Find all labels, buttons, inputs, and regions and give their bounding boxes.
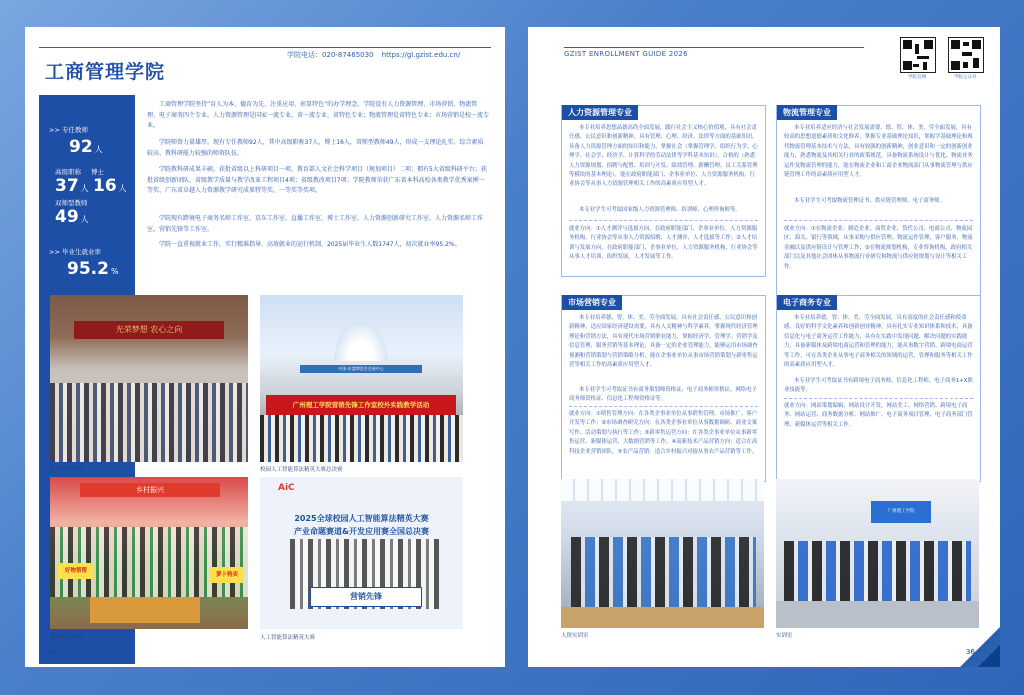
major-jobs-logistics: 就业方向：①在物流企业、制造企业、商贸企业、货代公司、电商公司、物流园区、海关、银行等领域，从事采购与供应管理、物流运作管理、客户服务、物流金融以及供应链设计与管理工作；②在物流规划机构，专业咨询机构，政府相关部门以及其他社会团体从事物流行业研究和物流与供应链规划与设计等相关工作。 xyxy=(784,226,973,270)
major-name-hr: 人力资源管理专业 xyxy=(562,105,638,120)
major-desc-hr: 本专业培养思想品德高尚全面发展，践行社会主义核心价值观，具有社会责任感、公民意识和创新精神，具有管理、心理、经济、法律等方面的基础知识，具备人力资源管理方面的知识和能力，掌握社会（掌握管理学、组织行为学、心理学、社会学、经济学、计算科学的劳动法律等学科基本知识），合格的（熟悉人力资源规划、招聘与配置、培训与开发、绩效管理、薪酬管理、员工关系管理等模块的基本理论），能在政府职能部门、企事业单位、人力资源服务机构，行业协会等从事人力资源管理相关工作的高素质应用型人才。 xyxy=(569,125,758,188)
major-jobs-ecommerce: 就业方向：网站策划编辑、网站设计开发、网站美工、网络营销、跨境电子商务、网站运营、商务数据分析、网站推广、电子商务项目管理、电子商务部门管理、新媒体运营等相关工作。 xyxy=(784,403,973,428)
stat-phd: 16 人 xyxy=(93,176,127,196)
photo-training-room xyxy=(776,479,979,628)
stat-employment: 95.2 % xyxy=(67,259,119,279)
right-page xyxy=(528,27,1000,667)
page-title: 工商管理学院 xyxy=(45,61,166,83)
stat-senior: 37 人 xyxy=(55,176,89,196)
stat-dual: 49 人 xyxy=(55,207,89,227)
contact-info xyxy=(287,50,460,60)
contest-logo: AiC xyxy=(278,483,295,493)
contact-phone: 学院电话：020-87465030 xyxy=(287,51,374,59)
stat-teachers: 92 人 xyxy=(69,137,103,157)
major-card-hr xyxy=(561,105,766,277)
stats-panel-top xyxy=(39,95,135,281)
photo-caption-2: 校园人工智能算法精英大赛总决赛 xyxy=(260,467,343,473)
photo-sign: 光荣梦想 农心之向 xyxy=(74,321,224,339)
page-number-right: 36 xyxy=(966,648,975,656)
photo-venue xyxy=(260,295,463,462)
photo-banner-red: 广州理工学院营销先锋工作室校外实践教学活动 xyxy=(266,395,456,415)
team-banner: 营销先锋 xyxy=(310,587,422,607)
intro-paragraph-1: 工商管理学院坚持“育人为本、德育为先、注重应用、彰显特色”的办学理念。学院设有人力资源管理、市场营销、物流管理、电子商务四个专业。人力资源管理是国家一流专业，省一流专业，省特色专业；物流管理是省特色专业；市场营销是校一流专业。 xyxy=(147,101,490,129)
qr-label-wechat: 学院公众号 xyxy=(954,75,977,80)
contest-title-line2: 产业命题赛道&开发应用赛全国总决赛 xyxy=(294,527,429,536)
major-name-marketing: 市场营销专业 xyxy=(562,295,622,310)
stat-label-teachers: >> 专任教师 xyxy=(49,126,88,134)
photo-summer-practice xyxy=(50,477,248,629)
major-cert-ecommerce: 本专业学生可考取证书有跨境电子商务师、信息化工程师、电子商务1+X职业技能等。 xyxy=(784,378,973,394)
major-card-ecommerce xyxy=(776,295,981,482)
practice-banner: 乡村振兴 xyxy=(80,483,220,497)
photo-hr-lab xyxy=(561,479,764,628)
major-card-marketing xyxy=(561,295,766,482)
left-page xyxy=(25,27,505,667)
qr-label-website: 学院官网 xyxy=(908,75,926,80)
major-desc-marketing: 本专业培养德、智、体、美、劳全面发展，具有社会责任感、公民意识和创新精神，适应国家经济建设需要，具有人文精神与科学素养，掌握现代经济管理理论和营销方法，具有现代市场营销职业能力，掌握经济学、管理学、营销学及信息管理、服务营销等基本理论，具备一定的企业管理能力，能够运用市场调查预测和营销策划与营销策略分析，能在企事业单位从事市场营销策划与新零售运营等相关工作的高素质应用型人才。 xyxy=(569,315,758,369)
major-desc-logistics: 本专业培养适应经济与社会发展需要，德、智、体、美、劳全面发展，具有较高的思想道德素质和文化修养，掌握专业基础理论知识，掌握学基础理论和现代物流管理基本技术与方法，具有较强的创新精神，创业意识和一定的创新创业能力，熟悉物流及其相关行业的政策规范，具备物流系统设计与优化、物流业务运作及物流管理的能力，能在物流企业和工商企业物流部门从事物流管理与供应链管理工作的高素质应用型人才。 xyxy=(784,125,973,179)
photo-caption-4: 人工智能算法精英大赛 xyxy=(260,635,316,641)
contest-title-line1: 2025全球校园人工智能算法精英大赛 xyxy=(294,514,429,523)
corner-decoration-dark xyxy=(978,645,1000,667)
intro-paragraph-2: 学院师资力量雄厚。现有专任教师92人，其中高级职称37人，博士16人，双师型教师49人，形成一支理论扎实、综合素质较高、教科研能力较强的师资队伍。 xyxy=(147,139,484,157)
major-cert-hr: 本专业学生可考取国家级人力资源管理师、培训师、心理咨询师等。 xyxy=(579,207,741,213)
photo-caption-3: 暑期社会实践 xyxy=(50,635,84,641)
stat-label-senior: 高级职称 xyxy=(55,168,81,176)
stat-label-phd: 博士 xyxy=(91,168,104,176)
practice-sign-right: 萝卜特卖 xyxy=(210,567,244,583)
photo-caption-1: 京东校企合作 xyxy=(50,467,84,473)
lab-sign: 广州理工学院 xyxy=(871,501,931,523)
intro-paragraph-5: 学院一直重视就业工作，实行精准指导、高效就业的运行机制，2025届毕业生人数1747人，初次就业率95.2%。 xyxy=(159,241,461,248)
major-name-ecommerce: 电子商务专业 xyxy=(777,295,837,310)
photo-caption-training-room: 实训室 xyxy=(776,633,793,639)
major-desc-ecommerce: 本专业培养德、智、体、美、劳全面发展，具有高度的社会责任感和使命感，良好的科学文化素养和创新创业精神，具有扎实专业知识体系和技术，具备信息化与电子商务运营工作能力，具有在实践中发现问题、解决问题的实践能力，具备新媒体及跨境电商运营和管理的能力，能从事数字营销、跨境电商运营等工作，可在各类企业从事电子商务相关的领域的运营、管理和服务等相关工作的高素质应用型人才。 xyxy=(784,315,973,369)
photo-jd-cooperation xyxy=(50,295,248,462)
practice-sign-left: 好物帮帮 xyxy=(58,563,94,579)
major-name-logistics: 物流管理专业 xyxy=(777,105,837,120)
header-line xyxy=(39,47,491,48)
intro-paragraph-3: 学院教科研成果丰硕。获批省级以上科研项目一项、教育部人文社会科学项目（规划项目）二项；拥有5大省级科研平台；获批省级创新团队、省级教学质量与教学改革工程项目4项；省级教改项目7项；学院教师荣获广东省本科高校各类教学优秀案例一等奖、广东省卓越人力资源教学研究成果特等奖、一等奖等奖项。 xyxy=(147,166,487,194)
photo-caption-hr-lab: 人资实训室 xyxy=(561,633,589,639)
qr-code-website[interactable] xyxy=(900,37,936,73)
stat-label-dual: 双师型教师 xyxy=(55,199,88,207)
stat-label-employment: >> 毕业生就业率 xyxy=(49,248,101,256)
major-cert-logistics: 本专业学生可考取物流管理证书、供应链管理师、电子商务师。 xyxy=(794,198,945,204)
photo-ai-contest xyxy=(260,477,463,629)
major-jobs-hr: 就业方向：①人才测评与选拔方向，在政府职能部门、企事业单位、人力资源服务机构，行业协会等从事人力资源招聘、人才测评，人才选拔等工作；②人才培训与发展方向，在政府职能部门、企事业单位，人力资源服务机构，行业协会等从事人才培训、组织发展，人才发展等工作。 xyxy=(569,226,758,261)
intro-paragraph-4: 学院现有跨境电子商务名师工作室、京东工作室、直播工作室、博士工作室、人力资源创新研究工作室、人力资源名师工作室、营销先锋等工作室。 xyxy=(147,215,484,233)
page-number-left: 35 xyxy=(47,648,56,656)
major-cert-marketing: 本专业学生可考取证书有商务策划师资格证、电子商务师资格证、网络电子商务师资格证、信息化工程师资格证等。 xyxy=(569,387,757,403)
major-card-logistics xyxy=(776,105,981,297)
qr-code-wechat[interactable] xyxy=(948,37,984,73)
venue-sign: 中国-东盟博览会会展中心 xyxy=(300,365,422,373)
guide-title: GZIST ENROLLMENT GUIDE 2026 xyxy=(564,50,688,58)
major-jobs-marketing: 就业方向：①销售管理方向：在各类企事业单位从事销售管理、市场推广、客户开发等工作；②市场调查研究方向：在各类企事业单位从事数据调研、商业文案写作、活动策划与执行等工作；③新零售运营方向：在各类企事业单位从事新零售运营、新媒体运营、大数据营销等工作。④高新技术产品营销方向：适合在高科技企业营销团队。⑤农产品营销：适合乡村振兴对接从事农产品营销等工作。 xyxy=(569,411,758,455)
contact-url[interactable]: https://gl.gzist.edu.cn/ xyxy=(381,51,461,59)
header-line-right xyxy=(564,47,864,48)
